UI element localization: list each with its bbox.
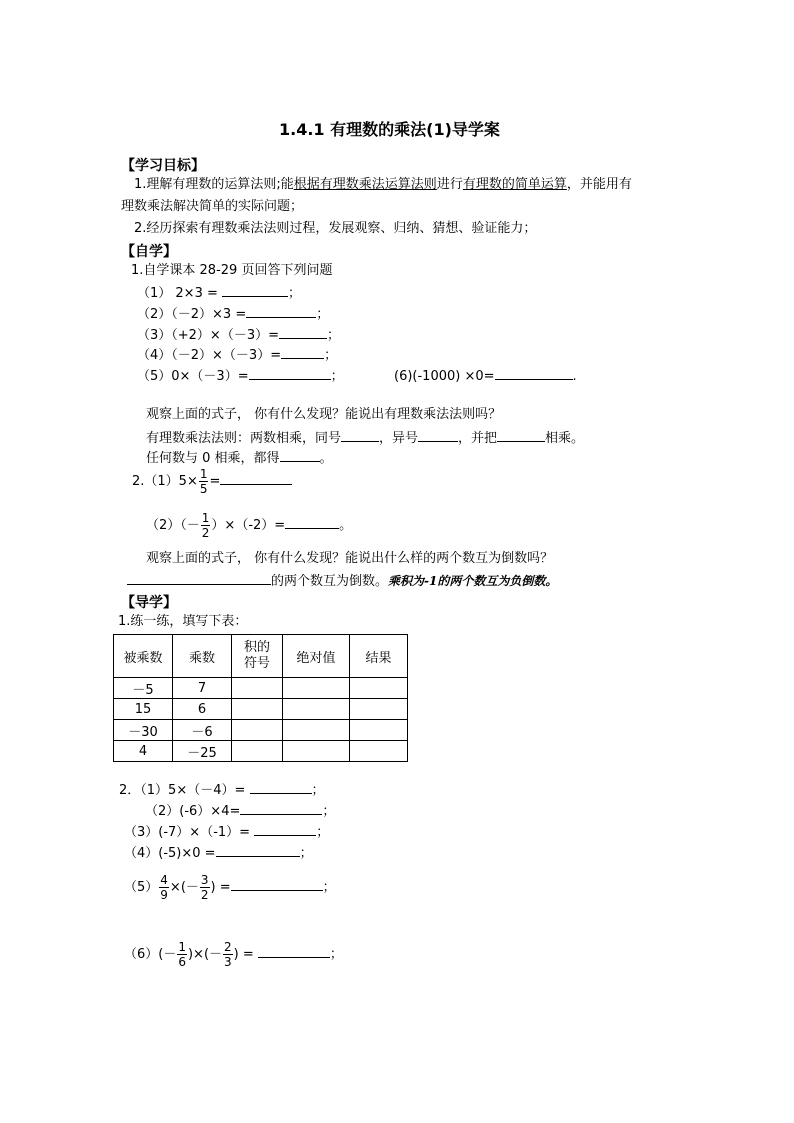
result-cell[interactable] <box>350 720 408 741</box>
semicolon: ； <box>316 825 330 840</box>
equals: ) = <box>210 880 231 895</box>
practice-instruction: 1.练一练，填写下表： <box>118 614 248 629</box>
negative-reciprocal-note: 乘积为-1的两个数互为负倒数。 <box>388 574 558 588</box>
header-absolute-value: 绝对值 <box>283 635 350 678</box>
practice-table <box>113 634 408 762</box>
exercise-1-text: 2．（1）5×（－4）= <box>119 783 250 798</box>
fraction-one-fifth: $\frac{1}{5}$ <box>199 467 208 496</box>
goal-2: 2.经历探索有理数乘法法则过程，发展观察、归纳、猜想、验证能力； <box>134 221 537 236</box>
multiplier-cell: 6 <box>173 699 232 720</box>
fraction-one-half: $\frac{1}{2}$ <box>201 511 210 540</box>
period: . <box>572 369 577 384</box>
semicolon: ； <box>311 783 325 798</box>
question-3 <box>137 325 340 344</box>
header-multiplier: 乘数 <box>173 635 232 678</box>
multiplication-rule <box>146 428 584 447</box>
answer-blank[interactable] <box>216 843 300 857</box>
zero-rule-text: 任何数与 0 相乘，都得 <box>146 451 280 466</box>
exercise-2-text: （2）(-6）×4= <box>145 804 241 819</box>
question-3-text: （3）（+2）×（－3）= <box>137 328 279 343</box>
rule-text: 相乘。 <box>545 431 585 446</box>
section-self-study: 【自学】 <box>121 244 177 260</box>
zero-result-blank[interactable] <box>280 448 320 462</box>
semicolon: ； <box>299 846 313 861</box>
abs-cell[interactable] <box>283 699 350 720</box>
reciprocal-blank[interactable] <box>127 571 271 585</box>
semicolon: ； <box>327 328 341 343</box>
equals: ) = <box>233 947 258 962</box>
same-sign-blank[interactable] <box>341 428 379 442</box>
answer-blank[interactable] <box>258 944 330 958</box>
result-cell[interactable] <box>350 699 408 720</box>
problem-2-1-text: 2.（1）5× <box>132 474 198 489</box>
table-header-row <box>114 635 408 678</box>
section-guided-study: 【导学】 <box>121 595 177 611</box>
multiplier-cell: －6 <box>173 720 232 741</box>
result-cell[interactable] <box>350 678 408 699</box>
abs-cell[interactable] <box>283 678 350 699</box>
exercise-6-label: （6）(－ <box>124 947 177 962</box>
question-6 <box>394 366 577 385</box>
answer-blank[interactable] <box>231 877 323 891</box>
sign-cell[interactable] <box>232 678 283 699</box>
answer-blank[interactable] <box>222 283 288 297</box>
exercise-5-label: （5） <box>124 880 159 895</box>
multiplier-cell: －25 <box>173 741 232 762</box>
exercise-4 <box>124 843 313 862</box>
goal-1-text-mid: 进行 <box>436 177 463 192</box>
answer-blank[interactable] <box>281 345 324 359</box>
observation-2: 观察上面的式子， 你有什么发现？能说出什么样的两个数互为倒数吗？ <box>146 551 554 566</box>
zero-rule <box>146 448 333 467</box>
answer-blank[interactable] <box>279 325 327 339</box>
self-study-intro: 1.自学课本 28-29 页回答下列问题 <box>131 263 333 278</box>
answer-blank[interactable] <box>495 366 573 380</box>
table-row <box>114 741 408 762</box>
fraction-four-ninths: $\frac{4}{9}$ <box>160 873 168 902</box>
absolute-value-blank[interactable] <box>497 428 545 442</box>
header-result: 结果 <box>350 635 408 678</box>
question-2 <box>137 304 329 323</box>
answer-blank[interactable] <box>250 780 312 794</box>
table-row <box>114 699 408 720</box>
abs-cell[interactable] <box>283 720 350 741</box>
abs-cell[interactable] <box>283 741 350 762</box>
exercise-1 <box>119 780 325 799</box>
sign-cell[interactable] <box>232 720 283 741</box>
rule-text: ，并把 <box>458 431 498 446</box>
page-title: 1.4.1 有理数的乘法(1)导学案 <box>279 120 500 139</box>
answer-blank[interactable] <box>240 801 322 815</box>
answer-blank[interactable] <box>249 366 331 380</box>
goal-1-text-end: ，并能用有 <box>566 177 632 192</box>
semicolon: ； <box>316 307 330 322</box>
section-learning-goals: 【学习目标】 <box>121 158 205 174</box>
multiplicand-cell: －30 <box>114 720 173 741</box>
table-row <box>114 720 408 741</box>
goal-1-underlined-operation: 有理数的简单运算 <box>462 177 567 192</box>
zero-rule-end: 。 <box>319 451 333 466</box>
question-4-text: （4）（－2）×（－3）= <box>137 348 282 363</box>
different-sign-blank[interactable] <box>418 428 458 442</box>
sign-cell[interactable] <box>232 699 283 720</box>
semicolon: ； <box>288 286 302 301</box>
fraction-three-halves: $\frac{3}{2}$ <box>200 873 209 902</box>
table-row <box>114 678 408 699</box>
question-1-text: （1） 2×3 = <box>137 286 222 301</box>
period: 。 <box>339 518 353 533</box>
goal-1-line-1 <box>134 177 632 193</box>
header-product-sign: 积的 符号 <box>232 635 283 678</box>
fraction-one-sixth: $\frac{1}{6}$ <box>178 940 186 969</box>
multiplicand-cell: 15 <box>114 699 173 720</box>
goal-1-line-2: 理数乘法解决简单的实际问题； <box>121 199 304 214</box>
question-1 <box>137 283 301 302</box>
exercise-3-text: （3）(-7）×（-1）= <box>124 825 255 840</box>
answer-blank[interactable] <box>285 515 339 529</box>
reciprocal-text: 的两个数互为倒数。 <box>271 574 389 589</box>
answer-blank[interactable] <box>246 304 316 318</box>
problem-2-1 <box>132 467 292 496</box>
exercise-4-text: （4）(-5)×0 = <box>124 846 216 861</box>
semicolon: ； <box>322 880 336 895</box>
question-6-text: (6)(-1000) ×0= <box>394 369 495 384</box>
result-cell[interactable] <box>350 741 408 762</box>
goal-1-text: 1.理解有理数的运算法则;能 <box>134 177 294 192</box>
semicolon: ； <box>329 947 343 962</box>
times-sign: )×(－ <box>187 947 223 962</box>
question-5 <box>137 366 344 385</box>
goal-1-underlined-rule: 根据有理数乘法运算法则 <box>293 177 437 192</box>
rule-text: 有理数乘法法则：两数相乘，同号 <box>146 431 342 446</box>
problem-2-2-text-end: ）×（-2）= <box>211 518 286 533</box>
observation-1: 观察上面的式子， 你有什么发现？能说出有理数乘法法则吗？ <box>146 407 502 422</box>
question-2-text: （2）（－2）×3 = <box>137 307 247 322</box>
exercise-2 <box>145 801 335 820</box>
semicolon: ； <box>330 369 344 384</box>
semicolon: ； <box>324 348 338 363</box>
multiplier-cell: 7 <box>173 678 232 699</box>
fraction-two-thirds: $\frac{2}{3}$ <box>224 940 232 969</box>
times-sign: ×(－ <box>169 880 199 895</box>
header-multiplicand: 被乘数 <box>114 635 173 678</box>
exercise-6 <box>124 940 343 969</box>
problem-2-2-text: （2）（－ <box>146 518 200 533</box>
equals: = <box>209 474 221 489</box>
problem-2-2 <box>146 511 352 540</box>
question-5-text: （5）0×（－3）= <box>137 369 249 384</box>
answer-blank[interactable] <box>220 471 292 485</box>
semicolon: ； <box>322 804 336 819</box>
reciprocal-definition <box>127 571 557 590</box>
answer-blank[interactable] <box>254 822 316 836</box>
multiplicand-cell: 4 <box>114 741 173 762</box>
sign-cell[interactable] <box>232 741 283 762</box>
multiplicand-cell: －5 <box>114 678 173 699</box>
exercise-3 <box>124 822 329 841</box>
question-4 <box>137 345 337 364</box>
exercise-5 <box>124 873 336 902</box>
rule-text: ，异号 <box>379 431 419 446</box>
